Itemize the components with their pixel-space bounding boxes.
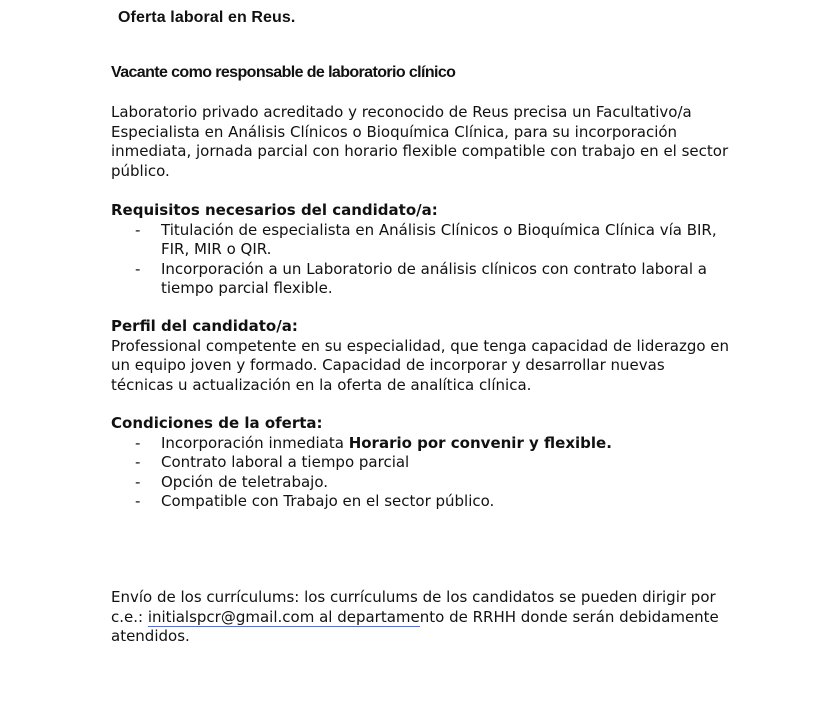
bullet-dash: -: [135, 433, 141, 452]
requirements-list: [111, 221, 731, 299]
requirements-section: [111, 201, 731, 299]
intro-text: Laboratorio privado acreditado y reconocido de Reus precisa un Facultativo/a Especialista en Análisis Clínicos o Bioquímica Clínica, para su incorporación inmediata, jornada parcial con horario flexible compatible con trabajo en el sector público.: [111, 103, 729, 180]
job-subtitle: Vacante como responsable de laboratorio clínico: [111, 64, 456, 81]
list-item: [111, 492, 731, 512]
bullet-dash: -: [135, 220, 141, 239]
list-item-bold-text: Horario por convenir y flexible.: [348, 433, 612, 452]
list-item-text: Titulación de especialista en Análisis Clínicos o Bioquímica Clínica vía BIR, FIR, MIR o QIR.: [161, 220, 717, 258]
document-title: Oferta laboral en Reus.: [118, 9, 296, 26]
application-paragraph: [111, 588, 731, 647]
list-item-text: Opción de teletrabajo.: [161, 472, 329, 491]
list-item: [111, 221, 731, 260]
bullet-dash: -: [135, 453, 141, 471]
requirements-heading: Requisitos necesarios del candidato/a:: [111, 201, 438, 219]
list-item: [111, 260, 731, 299]
conditions-heading: Condiciones de la oferta:: [111, 414, 323, 432]
profile-section: [111, 317, 731, 395]
application-text: [111, 588, 731, 647]
bullet-dash: -: [135, 472, 141, 491]
profile-heading: Perfil del candidato/a:: [111, 317, 298, 335]
email-link[interactable]: initialspcr@gmail.com al departame: [147, 607, 420, 626]
application-text-after: nto de RRHH donde serán debidamente atendidos.: [111, 607, 719, 645]
conditions-section: [111, 414, 731, 512]
list-item-text: Contrato laboral a tiempo parcial: [161, 453, 410, 471]
list-item: [111, 473, 731, 493]
list-item: [111, 453, 731, 473]
list-item-text: Incorporación inmediata: [161, 433, 349, 452]
list-item: [111, 434, 731, 454]
list-item-text: Incorporación a un Laboratorio de análisis clínicos con contrato laboral a tiempo parcial flexible.: [161, 259, 707, 297]
profile-text: Professional competente en su especialidad, que tenga capacidad de liderazgo en un equipo joven y formado. Capacidad de incorporar y desarrollar nuevas técnicas u actualización en la oferta de analítica clínica.: [111, 336, 730, 394]
bullet-dash: -: [135, 259, 141, 278]
list-item-text: Compatible con Trabajo en el sector público.: [161, 492, 495, 510]
application-text-before: Envío de los currículums: los currículums de los candidatos se pueden dirigir por c.e.:: [111, 588, 716, 626]
intro-paragraph: [111, 103, 731, 181]
conditions-list: [111, 434, 731, 512]
bullet-dash: -: [135, 492, 141, 510]
